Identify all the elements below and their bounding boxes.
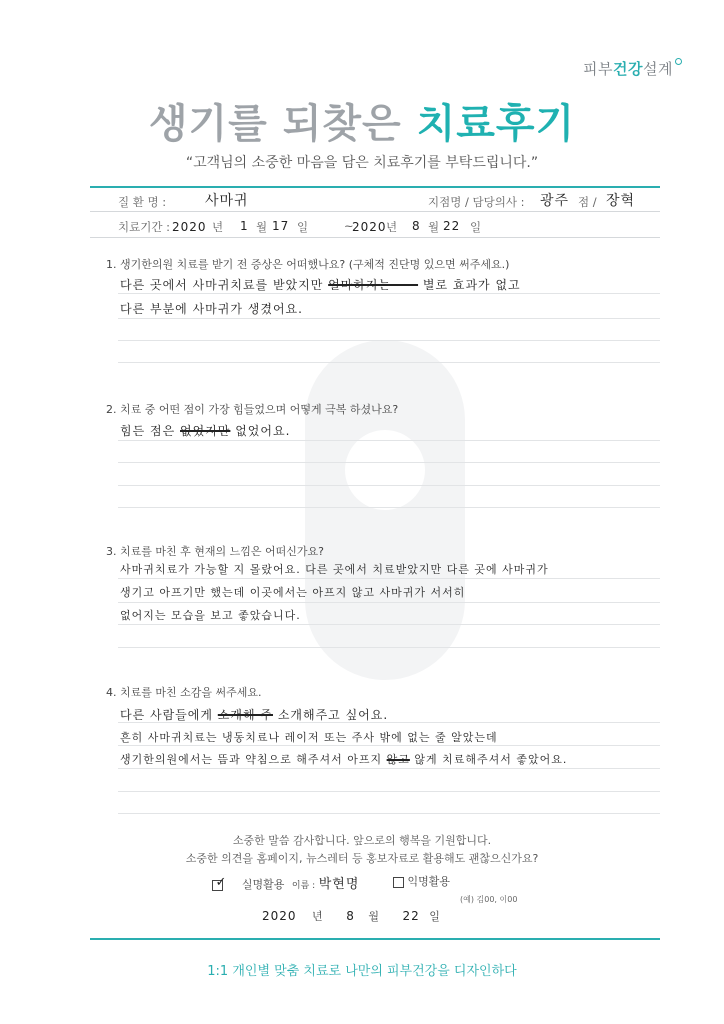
brand-logo bbox=[583, 58, 682, 79]
question-1-label: 1. 생기한의원 치료를 받기 전 증상은 어떠했나요? (구체적 진단명 있으면 써주세요.) bbox=[106, 258, 510, 271]
answer-text: 없어지는 모습을 보고 좋았습니다. bbox=[120, 609, 301, 622]
answer-rule bbox=[118, 507, 660, 508]
question-4-label: 4. 치료를 마친 소감을 써주세요. bbox=[106, 686, 262, 699]
name-example: (예) 김00, 이00 bbox=[460, 895, 518, 904]
answer-3-line-1 bbox=[120, 561, 549, 577]
branch-suffix: 점 / bbox=[578, 195, 597, 209]
slogan: 1:1 개인별 맞춤 치료로 나만의 피부건강을 디자인하다 bbox=[207, 964, 517, 979]
tilde: ~ bbox=[344, 219, 354, 233]
answer-text: 사마귀치료가 가능할 지 몰랐어요. 다른 곳에서 치료받았지만 다른 곳에 사마귀가 bbox=[120, 563, 549, 576]
answer-text: 생기고 아프기만 했는데 이곳에서는 아프지 않고 사마귀가 서서히 bbox=[120, 586, 466, 599]
name-label: 이름 : bbox=[291, 881, 316, 891]
end-year-unit: 년 bbox=[386, 220, 398, 234]
thanks-text: 소중한 말씀 감사합니다. 앞으로의 행복을 기원합니다. bbox=[232, 834, 492, 847]
answer-text: 힘든 점은 bbox=[120, 424, 176, 438]
real-name-option[interactable] bbox=[212, 873, 359, 892]
answer-rule bbox=[118, 624, 660, 625]
disease-value: 사마귀 bbox=[205, 193, 249, 209]
answer-3-line-2 bbox=[120, 584, 465, 600]
answer-4-line-1 bbox=[120, 706, 388, 723]
name-value: 박현명 bbox=[318, 877, 360, 892]
answer-text: 다른 사람들에게 bbox=[120, 708, 213, 722]
start-year-unit: 년 bbox=[212, 220, 224, 234]
date-year: 2020 bbox=[262, 909, 297, 923]
end-month: 8 bbox=[412, 219, 421, 233]
end-day-unit: 일 bbox=[470, 220, 482, 234]
question-2-label: 2. 치료 중 어떤 점이 가장 힘들었으며 어떻게 극복 하셨나요? bbox=[106, 403, 399, 416]
answer-rule bbox=[118, 318, 660, 319]
info-divider-2 bbox=[90, 237, 660, 238]
answer-rule bbox=[118, 768, 660, 769]
date-day: 22 bbox=[402, 909, 420, 923]
answer-rule bbox=[118, 362, 660, 363]
anon-label: 익명활용 bbox=[407, 875, 451, 888]
date-month: 8 bbox=[346, 909, 355, 923]
consent-text: 소중한 의견을 홈페이지, 뉴스레터 등 홍보자료로 활용해도 괜찮으신가요? bbox=[185, 852, 539, 865]
answer-1-line-2 bbox=[120, 300, 303, 317]
answer-rule bbox=[118, 745, 660, 746]
answer-text: 소개해주고 싶어요. bbox=[277, 708, 389, 722]
doctor-value: 장혁 bbox=[606, 193, 636, 209]
sign-date bbox=[262, 908, 440, 924]
start-year: 2020 bbox=[172, 220, 207, 234]
anon-option[interactable] bbox=[393, 873, 450, 889]
period-label: 치료기간 : bbox=[118, 220, 170, 234]
struck-text: 않고 bbox=[386, 753, 410, 766]
page-title bbox=[0, 92, 724, 149]
top-divider bbox=[90, 186, 660, 188]
answer-3-line-3 bbox=[120, 607, 301, 623]
branch-label: 지점명 / 담당의사 : bbox=[428, 195, 525, 209]
answer-text: 흔히 사마귀치료는 냉동치료나 레이저 또는 주사 밖에 없는 줄 알았는데 bbox=[120, 731, 498, 744]
answer-text: 별로 효과가 없고 bbox=[422, 278, 521, 292]
answer-1-line-1 bbox=[120, 276, 521, 293]
watermark-logo-inner bbox=[345, 430, 425, 510]
struck-text: 없었지만 bbox=[180, 424, 231, 438]
check-mark-icon: ✓ bbox=[215, 875, 228, 890]
answer-4-line-2 bbox=[120, 729, 498, 745]
answer-text: 않게 치료해주셔서 좋았어요. bbox=[414, 753, 568, 766]
answer-text: 다른 곳에서 사마귀치료를 받았지만 bbox=[120, 278, 324, 292]
subtitle: “고객님의 소중한 마음을 담은 치료후기를 부탁드립니다.” bbox=[185, 155, 539, 171]
struck-text: 얼마하지는 ~~ bbox=[328, 278, 419, 292]
answer-text: 다른 부분에 사마귀가 생겼어요. bbox=[120, 302, 303, 316]
answer-text: 없었어요. bbox=[235, 424, 291, 438]
start-month-unit: 월 bbox=[256, 220, 268, 234]
answer-rule bbox=[118, 440, 660, 441]
brand-strong: 건강 bbox=[613, 60, 644, 78]
struck-text: 소개해 주 bbox=[217, 708, 273, 722]
date-month-unit: 월 bbox=[368, 910, 379, 923]
watermark-logo bbox=[305, 340, 465, 680]
brand-prefix: 피부 bbox=[583, 60, 614, 78]
answer-rule bbox=[118, 791, 660, 792]
end-year: 2020 bbox=[352, 220, 387, 234]
question-3-label: 3. 치료를 마친 후 현재의 느낌은 어떠신가요? bbox=[106, 545, 324, 558]
anon-checkbox[interactable] bbox=[393, 877, 404, 888]
answer-rule bbox=[118, 578, 660, 579]
title-gray: 생기를 되찾은 bbox=[148, 101, 402, 147]
answer-2-line-1 bbox=[120, 422, 290, 439]
bottom-divider bbox=[90, 938, 660, 940]
answer-rule bbox=[118, 340, 660, 341]
end-month-unit: 월 bbox=[428, 220, 440, 234]
brand-dot-icon bbox=[675, 58, 682, 65]
start-day-unit: 일 bbox=[297, 220, 309, 234]
answer-rule bbox=[118, 602, 660, 603]
answer-rule bbox=[118, 462, 660, 463]
real-name-label: 실명활용 bbox=[241, 878, 285, 891]
answer-text: 생기한의원에서는 뜸과 약침으로 해주셔서 아프지 bbox=[120, 753, 383, 766]
answer-4-line-3 bbox=[120, 751, 567, 767]
answer-rule bbox=[118, 485, 660, 486]
date-day-unit: 일 bbox=[429, 910, 440, 923]
date-year-unit: 년 bbox=[312, 910, 323, 923]
title-teal: 치료후기 bbox=[416, 101, 576, 147]
end-day: 22 bbox=[443, 219, 461, 233]
start-day: 17 bbox=[272, 219, 290, 233]
answer-rule bbox=[118, 813, 660, 814]
start-month: 1 bbox=[240, 219, 249, 233]
disease-label: 질 환 명 : bbox=[118, 195, 167, 209]
answer-rule bbox=[118, 293, 660, 294]
info-divider-1 bbox=[90, 211, 660, 212]
answer-rule bbox=[118, 647, 660, 648]
brand-suffix: 설계 bbox=[643, 60, 673, 78]
branch-value: 광주 bbox=[540, 193, 570, 209]
